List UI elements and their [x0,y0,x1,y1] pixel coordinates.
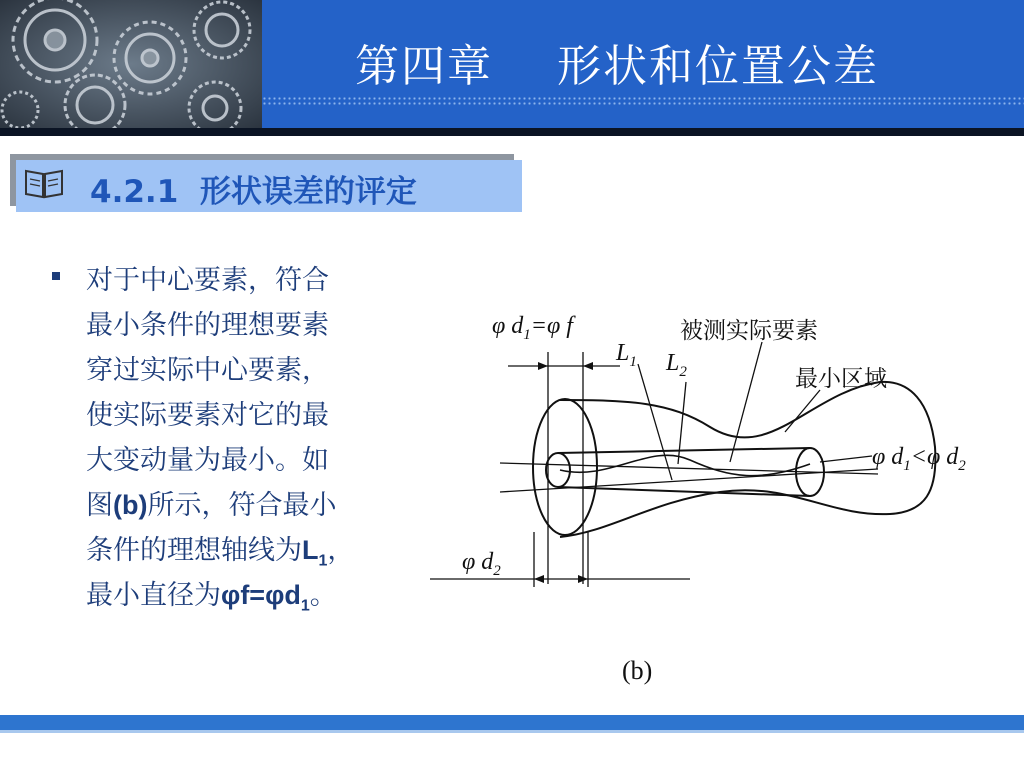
label-L2: $L_2$ [666,350,687,380]
text-run: 。 [309,580,337,611]
label-phi-d1-eq-phi-f: φ $d_1=\varphi$ f [492,313,573,343]
subscript: 1 [300,597,310,615]
figure-panel [410,232,1000,690]
book-icon [22,165,66,201]
section-number: 4.2.1 [90,174,179,210]
section-heading [90,166,417,211]
arrowhead [583,362,593,370]
leader-line [785,390,820,432]
text-run: 条件的理想轴线为 [86,535,302,566]
page-title: 第四章 形状和位置公差 [355,41,879,92]
footer-bar-light [0,730,1024,733]
inner-end-ellipse [546,453,570,487]
figure-caption: (b) [622,656,653,685]
bullet-marker [52,272,60,280]
bullet-line: 使实际要素对它的最 [86,400,329,431]
bullet-line [86,528,426,573]
text-run: 所示，符合最小 [147,490,337,521]
figure-ref: (b) [113,490,148,520]
label-min-zone: 最小区域 [795,366,887,392]
label-L1: $L_1$ [616,340,637,370]
header-divider [0,128,1024,136]
gears-image [0,0,262,128]
bullet-paragraph [86,258,426,618]
arrowhead [538,362,548,370]
text-run: ， [327,535,355,566]
footer-bar [0,715,1024,730]
leader-line [820,456,872,462]
axis-centerline [500,469,878,492]
slide-header [0,0,1024,128]
subscript: 1 [318,552,328,570]
arrowhead [534,575,544,583]
bullet-line: 穿过实际中心要素， [86,355,329,386]
label-phi-d2: φ $d_2$ [462,549,501,579]
text-run: 图 [86,490,113,521]
bullet-line: 大变动量为最小。如 [86,445,329,476]
bullet-line [86,573,426,618]
dotted-divider [262,96,1024,106]
formula: φf=φd [221,580,301,610]
bullet-line [86,483,426,528]
leader-line [730,342,762,462]
tolerance-diagram [410,232,1000,690]
outer-end-ellipse [533,399,597,535]
leader-line [678,382,686,464]
axis-symbol: L [302,535,319,565]
bullet-line: 最小条件的理想要素 [86,310,329,341]
section-title: 形状误差的评定 [199,174,417,210]
label-phi-d1-lt-phi-d2: φ $d_1<\varphi$ $d_2$ [872,444,966,474]
bullet-line: 对于中心要素，符合 [86,265,329,296]
leader-line [638,364,672,480]
text-run: 最小直径为 [86,580,221,611]
label-measured-element: 被测实际要素 [680,318,818,344]
